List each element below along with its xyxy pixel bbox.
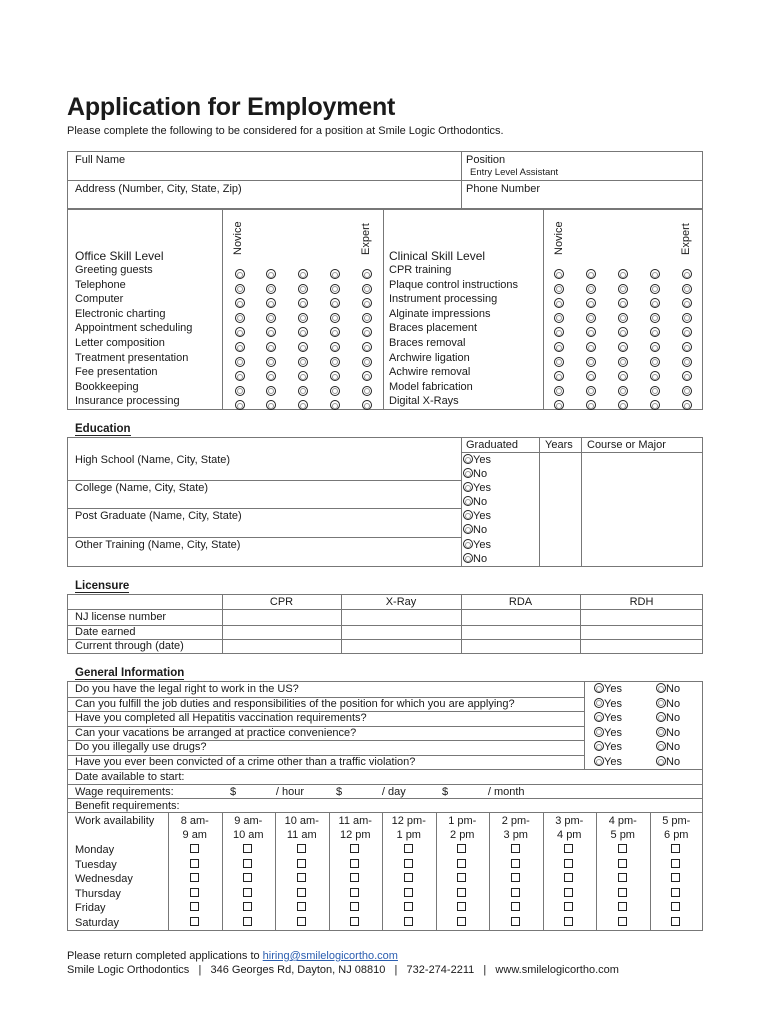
day-label: Monday [75,844,115,856]
time-slot-start: 10 am- [284,815,319,827]
position-label: Position [466,154,506,166]
office-expert-label: Expert [360,223,372,255]
availability-checkbox[interactable] [671,902,680,911]
office-skill-label: Fee presentation [75,366,158,379]
time-slot-end: 12 pm [339,829,371,841]
availability-checkbox[interactable] [564,902,573,911]
graduated-yes-option[interactable]: Yes [463,453,491,467]
education-row-label: College (Name, City, State) [75,482,209,494]
clinical-skill-radio[interactable] [586,396,596,414]
availability-checkbox[interactable] [243,917,252,926]
education-row-label: Post Graduate (Name, City, State) [75,510,242,522]
availability-checkbox[interactable] [190,844,199,853]
availability-checkbox[interactable] [350,844,359,853]
clinical-skill-label: Archwire ligation [389,351,470,364]
question-no-option[interactable]: No [656,740,680,754]
clinical-skill-label: Braces placement [389,322,478,335]
email-link[interactable]: hiring@smilelogicortho.com [262,950,398,962]
availability-checkbox[interactable] [297,859,306,868]
licensure-column-header: RDH [629,596,654,608]
office-skill-heading: Office Skill Level [75,249,164,263]
time-slot-start: 2 pm- [501,815,530,827]
question-yes-option[interactable]: Yes [594,726,622,740]
office-skill-radio[interactable] [298,396,308,414]
question-yes-option[interactable]: Yes [594,755,622,769]
availability-checkbox[interactable] [190,917,199,926]
availability-checkbox[interactable] [457,888,466,897]
graduated-yes-option[interactable]: Yes [463,509,491,523]
question-no-option[interactable]: No [656,711,680,725]
availability-checkbox[interactable] [243,859,252,868]
graduated-no-option[interactable]: No [463,552,487,566]
office-skill-label: Insurance processing [75,395,180,408]
clinical-skill-radio[interactable] [650,396,660,414]
availability-checkbox[interactable] [511,844,520,853]
time-slot-end: 2 pm [450,829,475,841]
availability-checkbox[interactable] [618,873,627,882]
availability-checkbox[interactable] [243,844,252,853]
question-yes-option[interactable]: Yes [594,711,622,725]
availability-checkbox[interactable] [618,902,627,911]
date-available-label: Date available to start: [75,771,185,783]
time-slot-start: 4 pm- [608,815,637,827]
availability-checkbox[interactable] [457,873,466,882]
time-slot-start: 3 pm- [555,815,584,827]
time-slot-end: 5 pm [610,829,635,841]
graduated-no-option[interactable]: No [463,467,487,481]
graduated-no-option[interactable]: No [463,495,487,509]
licensure-heading: Licensure [75,580,130,592]
availability-checkbox[interactable] [190,902,199,911]
availability-checkbox[interactable] [564,859,573,868]
phone-label: Phone Number [466,183,540,195]
availability-checkbox[interactable] [404,844,413,853]
clinical-skill-label: Plaque control instructions [389,278,519,291]
office-skill-radio[interactable] [266,396,276,414]
availability-checkbox[interactable] [618,917,627,926]
general-question: Have you completed all Hepatitis vaccination requirements? [75,712,367,725]
education-row-label: High School (Name, City, State) [75,454,231,466]
availability-checkbox[interactable] [190,873,199,882]
clinical-skill-label: Achwire removal [389,366,471,379]
office-skill-label: Bookkeeping [75,380,139,393]
question-yes-option[interactable]: Yes [594,682,622,696]
time-slot-start: 8 am- [180,815,209,827]
availability-checkbox[interactable] [243,902,252,911]
address-label: Address (Number, City, State, Zip) [75,183,242,195]
clinical-skill-label: Braces removal [389,337,466,349]
clinical-expert-label: Expert [680,223,692,255]
availability-checkbox[interactable] [511,859,520,868]
availability-checkbox[interactable] [350,859,359,868]
availability-checkbox[interactable] [671,844,680,853]
question-yes-option[interactable]: Yes [594,740,622,754]
availability-checkbox[interactable] [243,888,252,897]
time-slot-end: 9 am [182,829,207,841]
time-slot-start: 1 pm- [448,815,477,827]
question-no-option[interactable]: No [656,726,680,740]
graduated-yes-option[interactable]: Yes [463,481,491,495]
full-name-label: Full Name [75,154,126,166]
availability-checkbox[interactable] [350,888,359,897]
graduated-yes-option[interactable]: Yes [463,538,491,552]
day-label: Friday [75,902,106,915]
years-header: Years [545,439,573,451]
day-label: Thursday [75,887,121,900]
availability-checkbox[interactable] [297,873,306,882]
office-skill-radio[interactable] [362,396,372,414]
general-question: Can your vacations be arranged at practice convenience? [75,726,357,739]
office-novice-label: Novice [232,221,244,255]
education-heading: Education [75,423,131,435]
education-row-label: Other Training (Name, City, State) [75,539,241,551]
time-slot-end: 3 pm [503,829,528,841]
availability-checkbox[interactable] [457,902,466,911]
clinical-skill-label: Alginate impressions [389,307,491,320]
availability-checkbox[interactable] [297,917,306,926]
intro-text: Please complete the following to be considered for a position at Smile Logic Orthodontics. [67,125,504,137]
office-skill-radio[interactable] [235,396,245,414]
time-slot-start: 9 am- [234,815,263,827]
office-skill-label: Appointment scheduling [75,322,193,335]
clinical-skill-label: CPR training [389,264,452,276]
availability-checkbox[interactable] [190,888,199,897]
office-skill-radio[interactable] [330,396,340,414]
availability-checkbox[interactable] [671,873,680,882]
availability-checkbox[interactable] [404,917,413,926]
availability-checkbox[interactable] [618,888,627,897]
general-question: Do you have the legal right to work in the US? [75,683,299,695]
availability-checkbox[interactable] [350,917,359,926]
office-skill-label: Telephone [75,278,126,291]
licensure-column-header: RDA [508,596,533,608]
question-no-option[interactable]: No [656,697,680,711]
office-skill-label: Treatment presentation [75,351,189,364]
graduated-header: Graduated [466,439,518,451]
position-value[interactable]: Entry Level Assistant [470,167,559,178]
time-slot-end: 1 pm [396,829,421,841]
availability-checkbox[interactable] [404,859,413,868]
availability-checkbox[interactable] [618,844,627,853]
question-yes-option[interactable]: Yes [594,697,622,711]
availability-checkbox[interactable] [297,888,306,897]
time-slot-start: 5 pm- [662,815,691,827]
availability-checkbox[interactable] [511,873,520,882]
availability-checkbox[interactable] [511,902,520,911]
clinical-skill-radio[interactable] [554,396,564,414]
availability-checkbox[interactable] [511,917,520,926]
clinical-skill-heading: Clinical Skill Level [389,249,486,263]
day-label: Tuesday [75,858,117,871]
wage-month[interactable]: $ / month [442,786,525,798]
general-question: Can you fulfill the job duties and responsibilities of the position for which you are applying? [75,697,515,710]
availability-checkbox[interactable] [404,873,413,882]
availability-checkbox[interactable] [564,888,573,897]
office-skill-label: Letter composition [75,337,165,349]
availability-checkbox[interactable] [564,873,573,882]
office-skill-label: Computer [75,293,124,306]
office-skill-label: Greeting guests [75,264,153,276]
time-slot-end: 6 pm [664,829,689,841]
question-no-option[interactable]: No [656,755,680,769]
availability-checkbox[interactable] [297,902,306,911]
availability-checkbox[interactable] [297,844,306,853]
availability-checkbox[interactable] [404,888,413,897]
time-slot-end: 10 am [232,829,264,841]
availability-checkbox[interactable] [457,917,466,926]
day-label: Saturday [75,917,120,929]
availability-checkbox[interactable] [564,844,573,853]
wage-label: Wage requirements: [75,786,174,798]
licensure-row-label: Date earned [75,625,136,638]
licensure-row-label: NJ license number [75,611,167,623]
general-question: Do you illegally use drugs? [75,741,207,754]
time-slot-start: 11 am- [338,815,372,827]
availability-checkbox[interactable] [243,873,252,882]
availability-checkbox[interactable] [404,902,413,911]
time-slot-end: 4 pm [557,829,582,841]
clinical-skill-label: Digital X-Rays [389,395,459,408]
day-label: Wednesday [75,873,133,886]
availability-checkbox[interactable] [564,917,573,926]
availability-checkbox[interactable] [190,859,199,868]
time-slot-start: 12 pm- [391,815,426,827]
availability-checkbox[interactable] [671,888,680,897]
clinical-skill-label: Model fabrication [389,380,473,393]
clinical-skill-label: Instrument processing [389,293,498,306]
availability-checkbox[interactable] [618,859,627,868]
time-slot-end: 11 am [286,829,317,841]
clinical-novice-label: Novice [553,221,565,255]
return-line: Please return completed applications to hiring@smilelogicortho.com [67,950,398,962]
licensure-column-header: X-Ray [385,596,417,608]
benefit-label: Benefit requirements: [75,800,180,812]
wage-hour[interactable]: $ / hour [230,786,304,798]
availability-checkbox[interactable] [511,888,520,897]
licensure-column-header: CPR [269,596,294,608]
availability-checkbox[interactable] [350,873,359,882]
availability-checkbox[interactable] [671,917,680,926]
general-question: Have you ever been convicted of a crime other than a traffic violation? [75,756,416,768]
office-skill-label: Electronic charting [75,307,166,320]
licensure-row-label: Current through (date) [75,640,184,652]
availability-checkbox[interactable] [457,859,466,868]
availability-label: Work availability [75,815,155,827]
availability-checkbox[interactable] [350,902,359,911]
wage-day[interactable]: $ / day [336,786,406,798]
clinical-skill-radio[interactable] [682,396,692,414]
general-heading: General Information [75,667,185,679]
availability-checkbox[interactable] [671,859,680,868]
question-no-option[interactable]: No [656,682,680,696]
contact-line: Smile Logic Orthodontics | 346 Georges Rd, Dayton, NJ 08810 | 732-274-2211 | www.smilelogicortho.com [67,964,619,976]
page-title: Application for Employment [67,93,396,121]
graduated-no-option[interactable]: No [463,523,487,537]
availability-checkbox[interactable] [457,844,466,853]
course-header: Course or Major [587,439,666,451]
clinical-skill-radio[interactable] [618,396,628,414]
